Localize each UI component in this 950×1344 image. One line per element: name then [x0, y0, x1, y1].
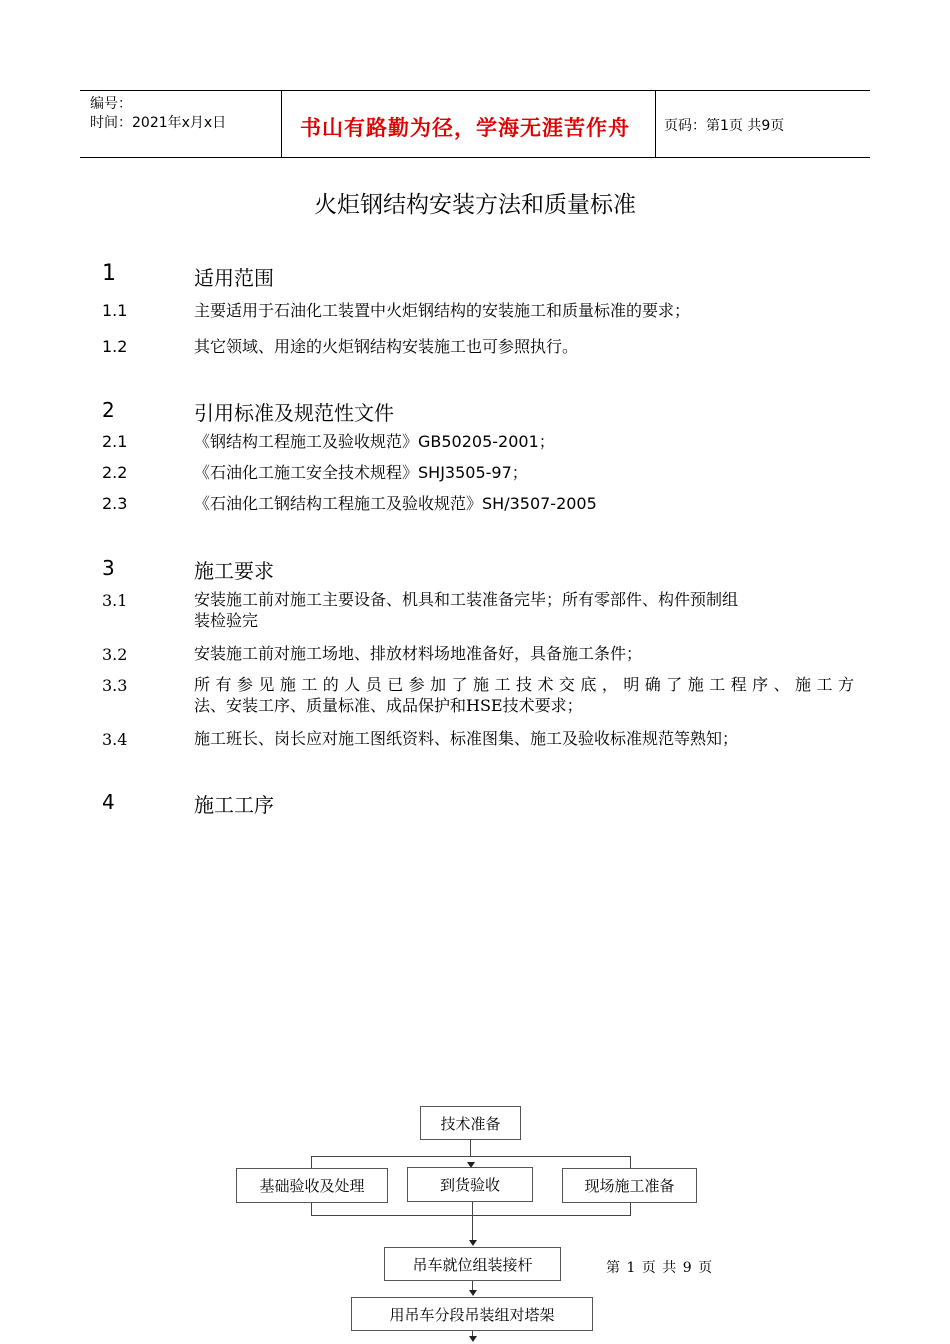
item-text-continued: 装检验完	[194, 611, 259, 630]
flow-connector	[311, 1156, 312, 1168]
flow-connector	[311, 1156, 631, 1157]
section-title: 引用标准及规范性文件	[194, 401, 394, 425]
item-number: 1.1	[102, 301, 128, 320]
item-number: 2.2	[102, 463, 128, 482]
item-text: 安装施工前对施工主要设备、机具和工装准备完毕；所有零部件、构件预制组	[194, 590, 739, 609]
flow-connector	[311, 1215, 631, 1216]
item-text-continued: 法、安装工序、质量标准、成品保护和HSE技术要求；	[194, 696, 583, 715]
item-text: 《石油化工施工安全技术规程》SHJ3505-97；	[194, 463, 528, 482]
item-text: 所有参见施工的人员已参加了施工技术交底，明确了施工程序、施工方	[194, 675, 854, 694]
header-divider	[281, 90, 282, 158]
item-number: 3.3	[102, 676, 128, 695]
item-text: 《钢结构工程施工及验收规范》GB50205-2001；	[194, 432, 555, 451]
item-number: 1.2	[102, 337, 128, 356]
page-footer: 第 1 页 共 9 页	[606, 1260, 714, 1276]
flow-connector	[470, 1140, 471, 1156]
header-top-border	[80, 90, 870, 91]
item-text: 《石油化工钢结构工程施工及验收规范》SH/3507-2005	[194, 494, 597, 513]
item-text: 施工班长、岗长应对施工图纸资料、标准图集、施工及验收标准规范等熟知；	[194, 729, 739, 748]
header-divider	[655, 90, 656, 158]
section-number: 3	[102, 556, 115, 580]
flow-step-crane-assembly: 吊车就位组装接杆	[384, 1247, 561, 1281]
motto-text: 书山有路勤为径，学海无涯苦作舟	[300, 115, 630, 140]
flow-step-segmented-hoisting: 用吊车分段吊装组对塔架	[351, 1297, 593, 1331]
arrow-down-icon	[469, 1290, 477, 1296]
item-number: 2.1	[102, 432, 128, 451]
section-number: 2	[102, 398, 115, 422]
item-text: 其它领域、用途的火炬钢结构安装施工也可参照执行。	[194, 337, 579, 356]
section-title: 施工工序	[194, 793, 274, 817]
flow-step-arrival-inspection: 到货验收	[407, 1167, 533, 1202]
section-title: 适用范围	[194, 266, 274, 290]
flow-step-foundation-inspection: 基础验收及处理	[236, 1168, 388, 1203]
arrow-down-icon	[469, 1240, 477, 1246]
flow-connector	[472, 1202, 473, 1240]
item-text: 主要适用于石油化工装置中火炬钢结构的安装施工和质量标准的要求；	[194, 301, 691, 320]
document-title: 火炬钢结构安装方法和质量标准	[314, 192, 636, 218]
section-number: 4	[102, 790, 115, 814]
flow-connector	[630, 1156, 631, 1168]
section-title: 施工要求	[194, 559, 274, 583]
section-number: 1	[102, 261, 116, 286]
flow-step-technical-preparation: 技术准备	[420, 1106, 521, 1140]
header-bottom-border	[80, 157, 870, 158]
item-text: 安装施工前对施工场地、排放材料场地准备好，具备施工条件；	[194, 644, 643, 663]
document-number-label: 编号：	[90, 96, 132, 112]
flow-connector	[630, 1203, 631, 1215]
page-info: 页码：第1页 共9页	[664, 118, 785, 134]
item-number: 3.1	[102, 591, 128, 610]
flow-step-site-preparation: 现场施工准备	[562, 1168, 697, 1203]
item-number: 3.2	[102, 645, 128, 664]
item-number: 2.3	[102, 494, 128, 513]
item-number: 3.4	[102, 730, 128, 749]
arrow-down-icon	[469, 1336, 477, 1342]
flow-connector	[311, 1203, 312, 1215]
document-time-label: 时间：2021年x月x日	[90, 115, 227, 131]
